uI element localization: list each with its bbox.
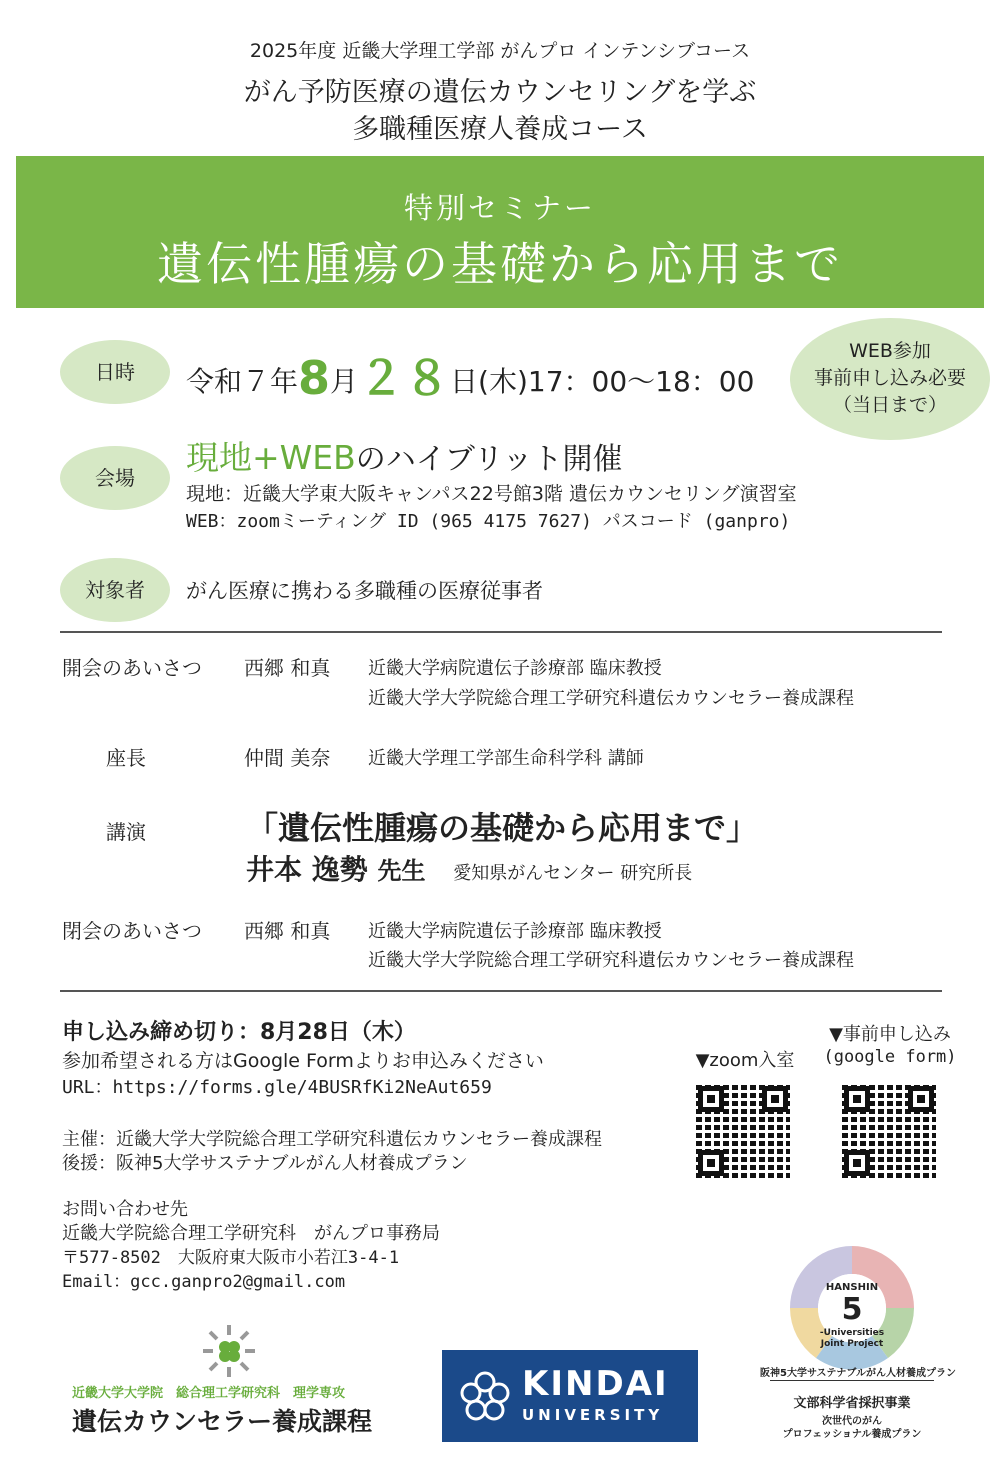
kindai-name: KINDAI xyxy=(522,1364,669,1404)
application-deadline: 申し込み締め切り：8月28日（木） xyxy=(62,1020,416,1045)
hanshin-plan: 阪神5大学サステナブルがん人材養成プラン xyxy=(760,1368,956,1379)
mext-sub-1: 次世代のがん xyxy=(822,1416,882,1427)
closing-affiliation-1: 近畿大学病院遺伝子診療部 臨床教授 xyxy=(368,921,662,942)
form-qr-label-1: ▼事前申し込み xyxy=(829,1024,951,1045)
lecture-title: 「遺伝性腫瘍の基礎から応用まで」 xyxy=(246,809,759,847)
organizer-support: 後援：阪神5大学サステナブルがん人材養成プラン xyxy=(62,1153,468,1174)
course-logo-icon xyxy=(200,1322,258,1380)
contact-email[interactable]: Email：gcc.ganpro2@gmail.com xyxy=(62,1272,346,1292)
header-line-3: 多職種医療人養成コース xyxy=(352,114,648,145)
contact-org: 近畿大学院総合理工学研究科 がんプロ事務局 xyxy=(62,1223,440,1244)
closing-name: 西郷 和真 xyxy=(244,919,331,943)
zoom-qr-label: ▼zoom入室 xyxy=(695,1050,795,1071)
target-label: 対象者 xyxy=(60,558,170,622)
organizer-host: 主催：近畿大学大学院総合理工学研究科遺伝カウンセラー養成課程 xyxy=(62,1129,602,1150)
chair-role: 座長 xyxy=(106,746,146,770)
mext-sub-2: プロフェッショナル養成プラン xyxy=(782,1429,922,1440)
speaker-honorific: 先生 xyxy=(377,857,426,885)
lecture-speaker xyxy=(246,848,692,888)
venue-title-rest: のハイブリット開催 xyxy=(355,442,623,477)
venue-title xyxy=(186,432,622,479)
kindai-university-label: UNIVERSITY xyxy=(522,1406,664,1424)
header-line-1: 2025年度 近畿大学理工学部 がんプロ インテンシブコース xyxy=(249,40,751,62)
venue-web: WEB：zoomミーティング ID (965 4175 7627) パスコード (ganpro) xyxy=(186,511,791,532)
banner-title: 遺伝性腫瘍の基礎から応用まで xyxy=(157,237,843,291)
target-text: がん医療に携わる多職種の医療従事者 xyxy=(186,579,543,603)
speaker-name: 井本 逸勢 xyxy=(246,853,368,886)
divider-bottom xyxy=(60,990,942,992)
header-line-2: がん予防医療の遺伝カウンセリングを学ぶ xyxy=(243,77,757,108)
opening-affiliation-1: 近畿大学病院遺伝子診療部 臨床教授 xyxy=(368,658,662,679)
datetime-label: 日時 xyxy=(60,340,170,404)
closing-role: 閉会のあいさつ xyxy=(62,919,202,943)
datetime-month-unit: 月 xyxy=(330,365,359,398)
datetime-month: 8 xyxy=(298,351,331,405)
mext-label: 文部科学省採択事業 xyxy=(793,1396,911,1411)
venue-label: 会場 xyxy=(60,446,170,510)
application-instruction: 参加希望される方はGoogle Formよりお申込みください xyxy=(62,1050,544,1072)
opening-affiliation-2: 近畿大学大学院総合理工学研究科遺伝カウンセラー養成課程 xyxy=(368,688,854,709)
qr-finder xyxy=(762,1086,788,1112)
form-qr-label-2: (google form) xyxy=(823,1047,957,1067)
qr-finder xyxy=(908,1086,934,1112)
course-logo-subtitle: 近畿大学大学院 総合理工学研究科 理学専攻 xyxy=(72,1386,346,1401)
hanshin-sub-1: -Universities xyxy=(819,1328,885,1338)
banner-subtitle: 特別セミナー xyxy=(403,191,596,225)
title-banner xyxy=(16,156,984,308)
contact-heading: お問い合わせ先 xyxy=(62,1199,188,1220)
web-note-line-2: 事前申し込み必要 xyxy=(813,367,966,389)
qr-finder xyxy=(844,1086,870,1112)
hanshin-divider xyxy=(770,1380,934,1381)
datetime-value xyxy=(186,342,754,408)
contact-address: 〒577-8502 大阪府東大阪市小若江3-4-1 xyxy=(62,1248,400,1268)
kindai-flower-icon xyxy=(458,1370,512,1424)
venue-onsite: 現地：近畿大学東大阪キャンパス22号館3階 遺伝カウンセリング演習室 xyxy=(186,483,797,505)
datetime-prefix: 令和７年 xyxy=(186,365,299,398)
application-url[interactable]: URL：https://forms.gle/4BUSRfKi2NeAut659 xyxy=(62,1077,492,1098)
chair-name: 仲間 美奈 xyxy=(244,746,331,770)
web-note-line-1: WEB参加 xyxy=(849,340,931,362)
divider-top xyxy=(60,631,942,633)
qr-finder xyxy=(844,1150,870,1176)
lecture-role: 講演 xyxy=(106,820,146,844)
web-note-line-3: （当日まで） xyxy=(832,394,947,416)
hanshin-number: 5 xyxy=(841,1292,863,1327)
web-registration-note xyxy=(790,318,990,440)
closing-affiliation-2: 近畿大学大学院総合理工学研究科遺伝カウンセラー養成課程 xyxy=(368,950,854,971)
opening-role: 開会のあいさつ xyxy=(62,656,202,680)
hanshin-top-label: HANSHIN xyxy=(825,1282,879,1293)
form-qr-code[interactable] xyxy=(840,1082,938,1180)
speaker-affiliation: 愛知県がんセンター 研究所長 xyxy=(453,863,693,884)
qr-finder xyxy=(698,1150,724,1176)
opening-name: 西郷 和真 xyxy=(244,656,331,680)
kindai-university-logo xyxy=(442,1350,698,1442)
hanshin-sub-2: Joint Project xyxy=(820,1339,884,1349)
venue-title-green: 現地+WEB xyxy=(186,438,356,477)
zoom-qr-code[interactable] xyxy=(694,1082,792,1180)
chair-affiliation: 近畿大学理工学部生命科学科 講師 xyxy=(368,748,644,769)
datetime-day: ２８ xyxy=(358,351,451,405)
datetime-suffix: 日(木)17：00～18：00 xyxy=(450,365,755,398)
course-logo-name: 遺伝カウンセラー養成課程 xyxy=(72,1407,373,1436)
qr-finder xyxy=(698,1086,724,1112)
